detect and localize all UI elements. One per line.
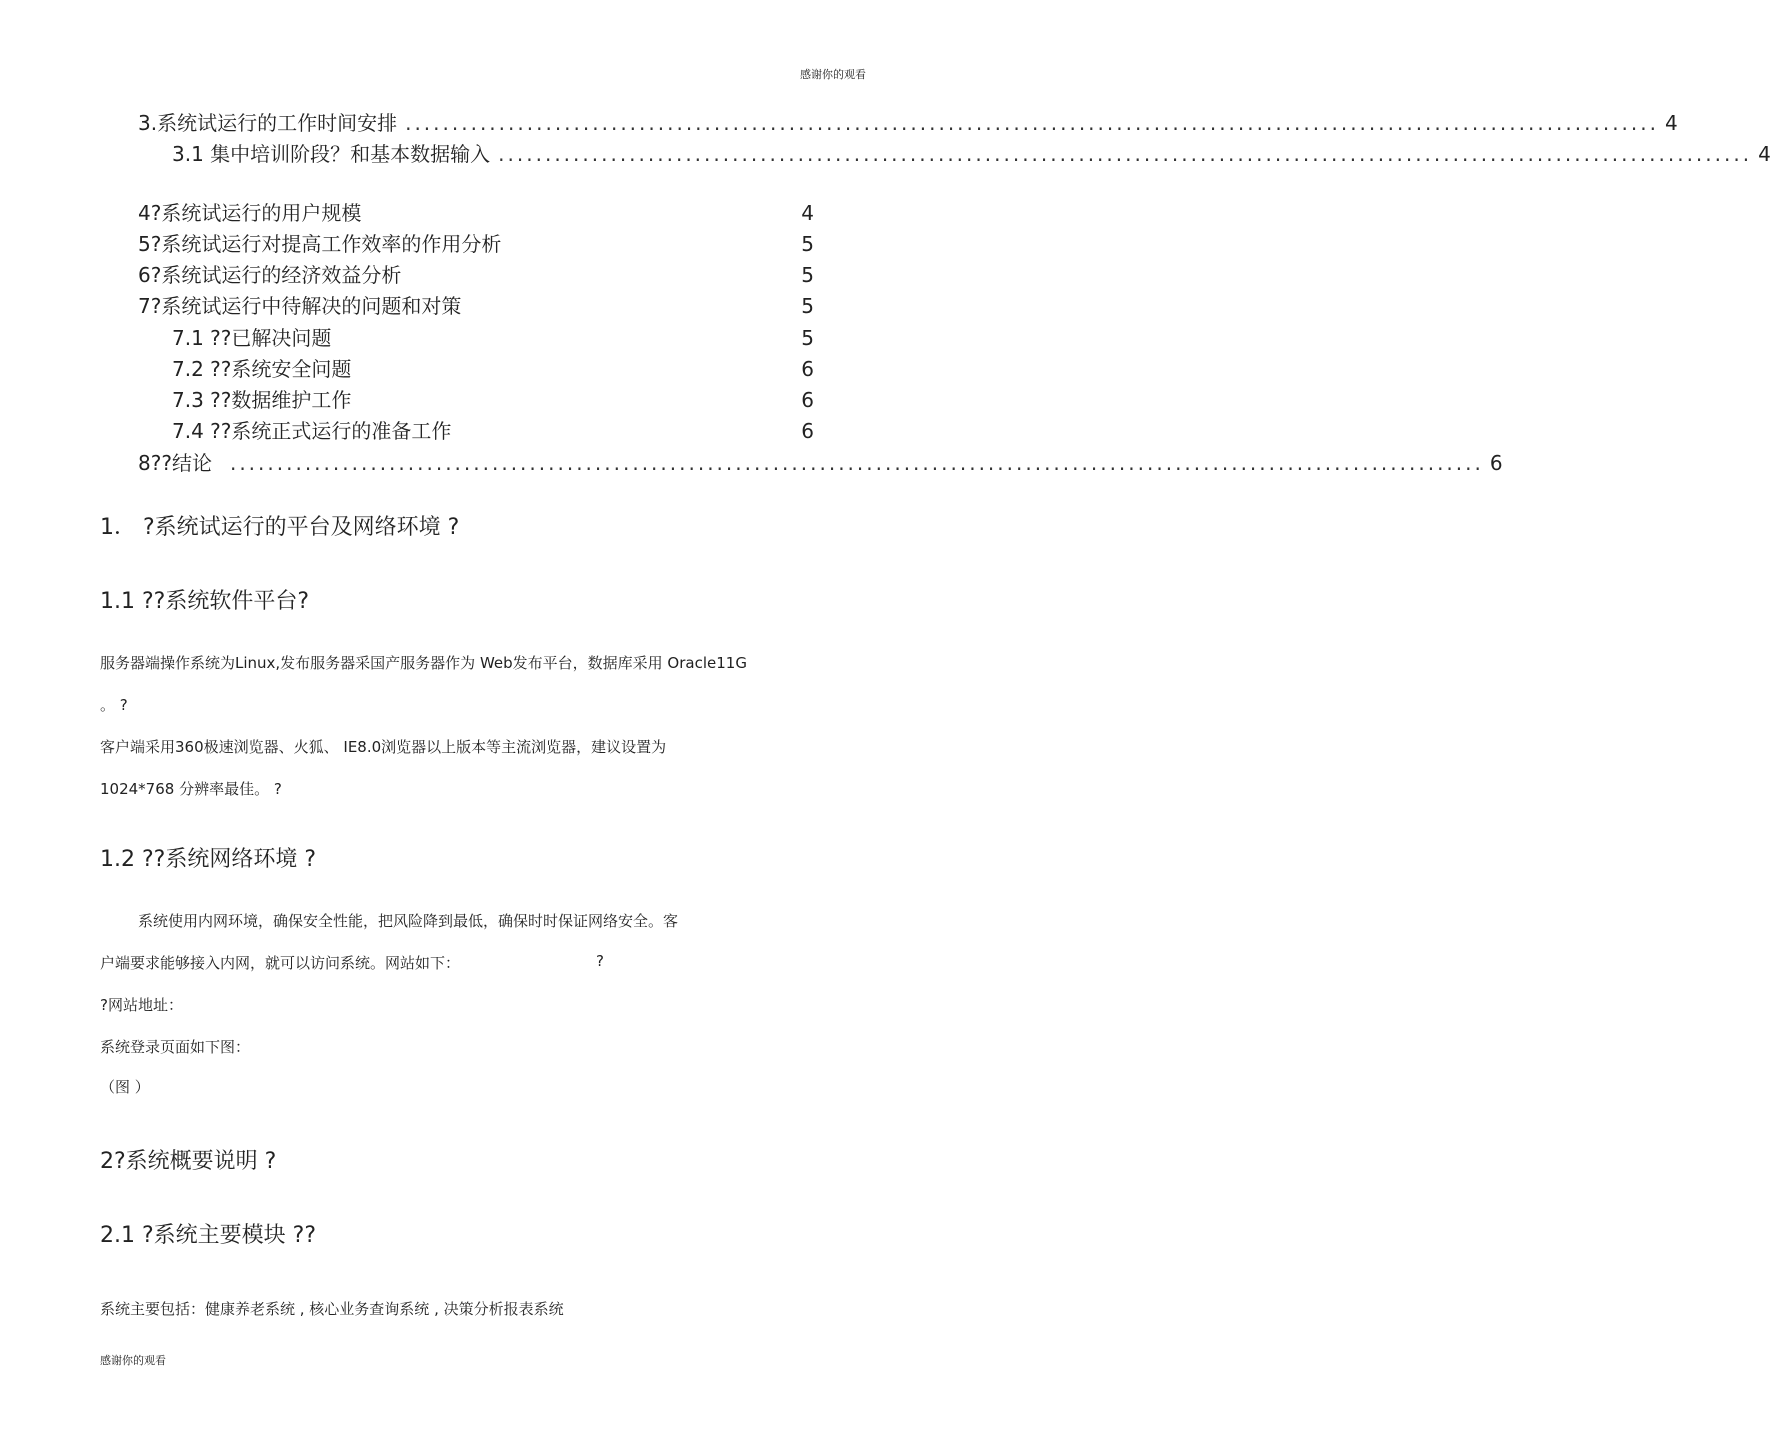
subsection-heading: 1.1 ??系统软件平台?	[100, 589, 310, 614]
toc-entry-page: 4	[1665, 111, 1678, 135]
toc-entry-page: 6	[801, 357, 814, 381]
toc-entry-title: 5?系统试运行对提高工作效率的作用分析	[138, 232, 502, 256]
toc-entry-page: 5	[801, 294, 814, 318]
toc-entry-title: 3.系统试运行的工作时间安排	[138, 111, 398, 135]
page-header: 感谢你的观看	[800, 68, 866, 81]
toc-entry-page: 4	[801, 201, 814, 225]
toc-entry-page: 5	[801, 232, 814, 256]
toc-leader-dots: ......................................................................................................................................	[405, 111, 1659, 135]
paragraph-line: 服务器端操作系统为Linux,发布服务器采国产服务器作为 Web发布平台，数据库采用 Oracle11G	[100, 654, 747, 672]
toc-entry[interactable]	[172, 356, 814, 382]
toc-leader-dots: ......................................................................................................................................	[498, 142, 1753, 166]
toc-entry-title: 7.3 ??数据维护工作	[172, 388, 352, 412]
paragraph-line: 1024*768 分辨率最佳。 ?	[100, 780, 282, 798]
toc-entry-title: 4?系统试运行的用户规模	[138, 201, 362, 225]
toc-entry-page: 6	[801, 388, 814, 412]
paragraph-line: 客户端采用360极速浏览器、火狐、 IE8.0浏览器以上版本等主流浏览器，建议设置为	[100, 738, 667, 756]
figure-placeholder: （图 ）	[100, 1078, 150, 1096]
toc-entry-title: 8??结论	[138, 451, 212, 475]
toc-entry[interactable]	[172, 418, 814, 444]
paragraph-line: ?网站地址：	[100, 996, 183, 1014]
toc-entry[interactable]	[138, 293, 814, 319]
toc-leader-dots: ......................................................................................................................................	[229, 451, 1484, 475]
toc-entry-title: 7.2 ??系统安全问题	[172, 357, 352, 381]
subsection-heading: 1.2 ??系统网络环境 ?	[100, 847, 317, 872]
toc-entry[interactable]	[172, 387, 814, 413]
toc-entry-page: 4	[1758, 142, 1771, 166]
toc-entry[interactable]	[138, 231, 814, 257]
toc-entry-page: 5	[801, 263, 814, 287]
page-footer: 感谢你的观看	[100, 1354, 166, 1367]
paragraph-line: 系统主要包括：健康养老系统 , 核心业务查询系统 , 决策分析报表系统	[100, 1300, 564, 1318]
toc-entry-page: 5	[801, 326, 814, 350]
toc-entry-title: 7?系统试运行中待解决的问题和对策	[138, 294, 462, 318]
paragraph-line: ?	[596, 952, 604, 970]
toc-entry[interactable]	[138, 110, 1678, 136]
paragraph-line: 户端要求能够接入内网，就可以访问系统。网站如下：	[100, 954, 461, 972]
section-heading: 1． ?系统试运行的平台及网络环境 ?	[100, 515, 460, 540]
toc-entry[interactable]	[138, 200, 814, 226]
toc-entry[interactable]	[172, 141, 1771, 167]
paragraph-line: 系统使用内网环境，确保安全性能，把风险降到最低，确保时时保证网络安全。客	[138, 912, 679, 930]
toc-entry[interactable]	[138, 450, 1503, 476]
section-heading: 2?系统概要说明 ?	[100, 1149, 277, 1174]
paragraph-line: 系统登录页面如下图：	[100, 1038, 251, 1056]
toc-entry[interactable]	[138, 262, 814, 288]
toc-entry-title: 6?系统试运行的经济效益分析	[138, 263, 402, 287]
toc-entry-title: 7.4 ??系统正式运行的准备工作	[172, 419, 452, 443]
paragraph-line: 。 ?	[100, 696, 128, 714]
subsection-heading: 2.1 ?系统主要模块 ??	[100, 1223, 317, 1248]
toc-entry-title: 3.1 集中培训阶段？和基本数据输入	[172, 142, 491, 166]
toc-entry-page: 6	[1489, 451, 1503, 475]
toc-entry-page: 6	[801, 419, 814, 443]
toc-entry-title: 7.1 ??已解决问题	[172, 326, 332, 350]
toc-entry[interactable]	[172, 325, 814, 351]
